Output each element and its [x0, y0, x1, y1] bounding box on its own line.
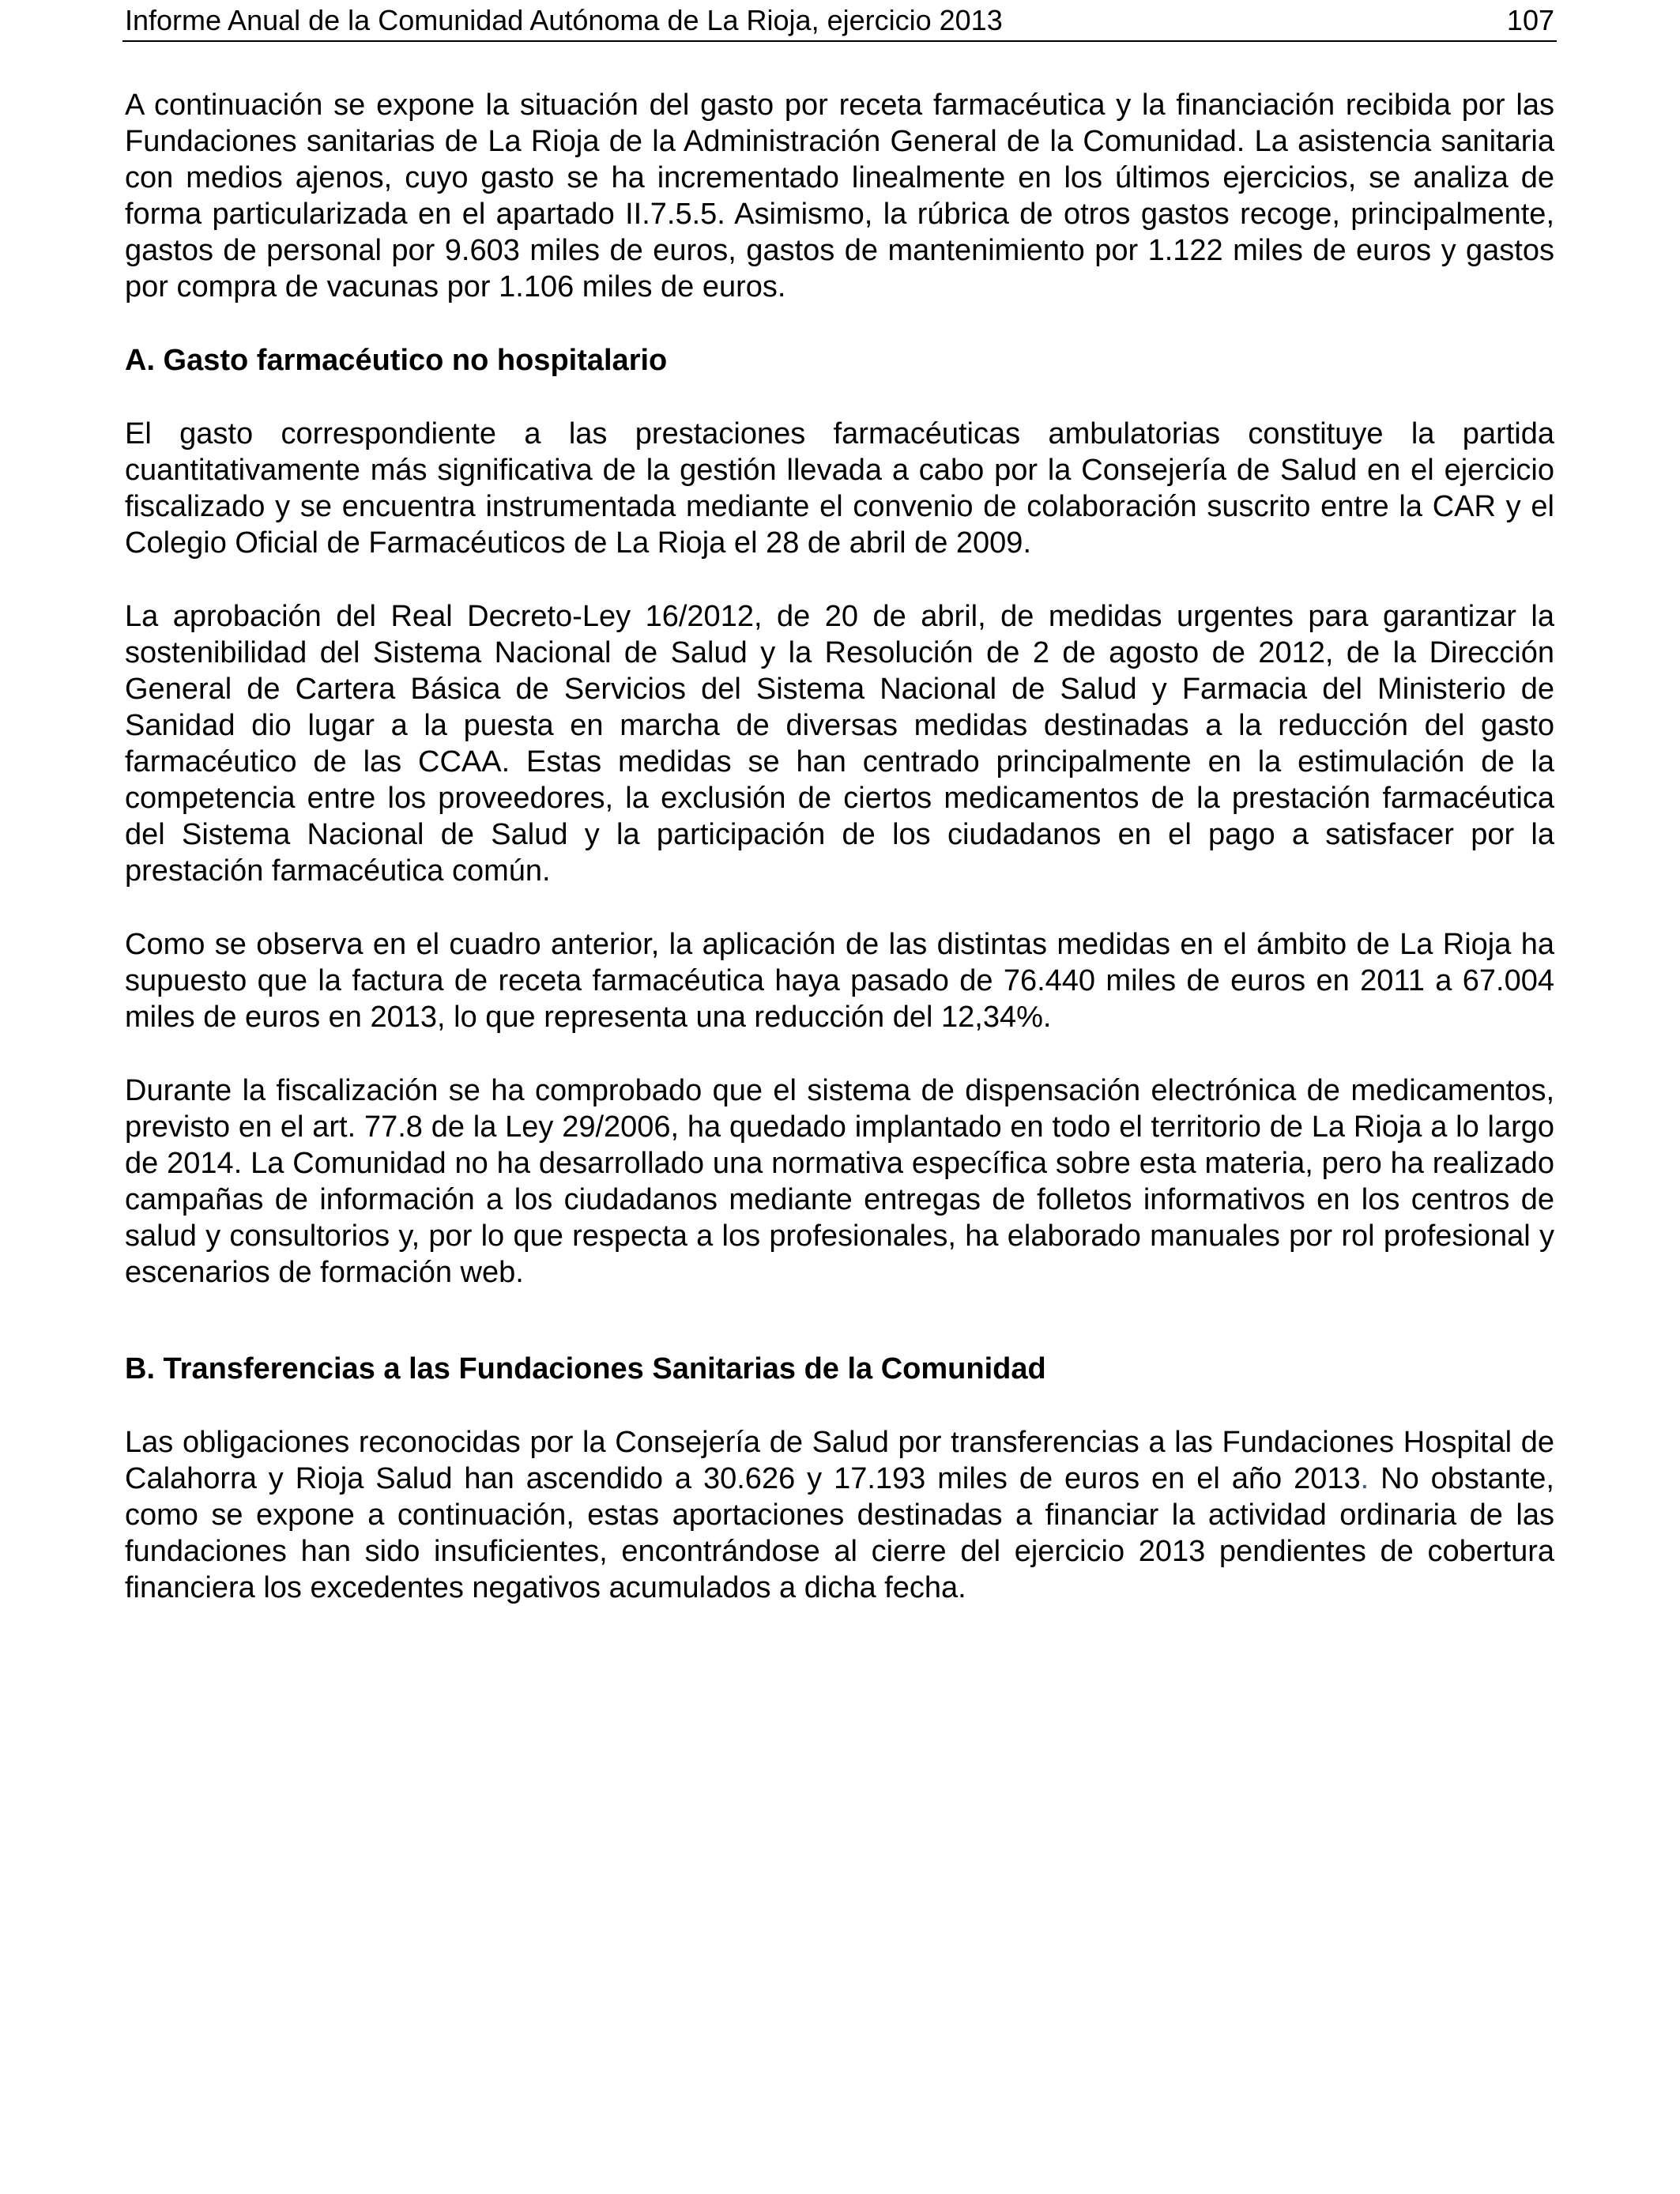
intro-paragraph: A continuación se expone la situación del gasto por receta farmacéutica y la financiación recibida por las Fundaciones sanitarias de La Rioja de la Administración General de la Comunidad. La asistencia sanitaria con medios ajenos, cuyo gasto se ha incrementado linealmente en los últimos ejercicios, se analiza de forma particularizada en el apartado II.7.5.5. Asimismo, la rúbrica de otros gastos recoge, principalmente, gastos de personal por 9.603 miles de euros, gastos de mantenimiento por 1.122 miles de euros y gastos por compra de vacunas por 1.106 miles de euros. — [125, 89, 1554, 303]
header-title: Informe Anual de la Comunidad Autónoma de La Rioja, ejercicio 2013 — [125, 4, 1003, 36]
section-b-paragraph-1-dot: . — [1360, 1462, 1369, 1495]
section-a-paragraph-2: La aprobación del Real Decreto-Ley 16/2012, de 20 de abril, de medidas urgentes para garantizar la sostenibilidad del Sistema Nacional de Salud y la Resolución de 2 de agosto de 2012, de la Dirección General de Cartera Básica de Servicios del Sistema Nacional de Salud y Farmacia del Ministerio de Sanidad dio lugar a la puesta en marcha de diversas medidas destinadas a la reducción del gasto farmacéutico de las CCAA. Estas medidas se han centrado principalmente en la estimulación de la competencia entre los proveedores, la exclusión de ciertos medicamentos de la prestación farmacéutica del Sistema Nacional de Salud y la participación de los ciudadanos en el pago a satisfacer por la prestación farmacéutica común. — [125, 600, 1554, 888]
section-a-paragraph-3: Como se observa en el cuadro anterior, la aplicación de las distintas medidas en el ámbito de La Rioja ha supuesto que la factura de receta farmacéutica haya pasado de 76.440 miles de euros en 2011 a 67.004 miles de euros en 2013, lo que representa una reducción del 12,34%. — [125, 928, 1554, 1034]
document-body — [125, 87, 1554, 1643]
section-a-heading: A. Gasto farmacéutico no hospitalario — [125, 344, 668, 377]
section-a-paragraph-4: Durante la fiscalización se ha comprobado que el sistema de dispensación electrónica de medicamentos, previsto en el art. 77.8 de la Ley 29/2006, ha quedado implantado en todo el territorio de La Rioja a lo largo de 2014. La Comunidad no ha desarrollado una normativa específica sobre esta materia, pero ha realizado campañas de información a los ciudadanos mediante entregas de folletos informativos en los centros de salud y consultorios y, por lo que respecta a los profesionales, ha elaborado manuales por rol profesional y escenarios de formación web. — [125, 1074, 1554, 1289]
section-a-paragraph-1: El gasto correspondiente a las prestaciones farmacéuticas ambulatorias constituye la partida cuantitativamente más significativa de la gestión llevada a cabo por la Consejería de Salud en el ejercicio fiscalizado y se encuentra instrumentada mediante el convenio de colaboración suscrito entre la CAR y el Colegio Oficial de Farmacéuticos de La Rioja el 28 de abril de 2009. — [125, 417, 1554, 560]
section-b-paragraph-1-start: Las obligaciones reconocidas por la Consejería de Salud por transferencias a las Fundaciones Hospital de Calahorra y Rioja Salud han ascendido a 30.626 y 17.193 miles de euros en el año 2013 — [125, 1426, 1554, 1495]
document-page — [122, 0, 1557, 1604]
section-b-paragraph-1 — [125, 1424, 1554, 1606]
page-header — [122, 0, 1557, 42]
section-b-heading: B. Transferencias a las Fundaciones Sanitarias de la Comunidad — [125, 1352, 1046, 1385]
page-number: 107 — [1506, 4, 1554, 36]
section-b-paragraph-1-end: No obstante, como se expone a continuación, estas aportaciones destinadas a financiar la actividad ordinaria de las fundaciones han sido insuficientes, encontrándose al cierre del ejercicio 2013 pendientes de cobertura financiera los excedentes negativos acumulados a dicha fecha. — [125, 1462, 1554, 1604]
